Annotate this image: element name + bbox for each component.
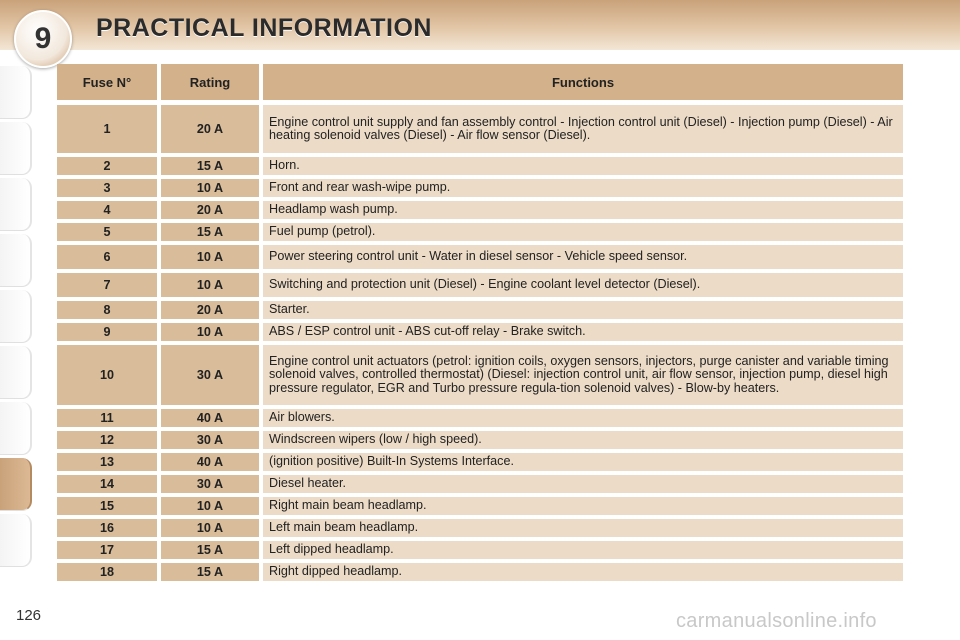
fuse-rating: 40 A [161,409,259,427]
table-row [57,431,903,449]
fuse-rating: 10 A [161,323,259,341]
table-row [57,223,903,241]
column-header-rating: Rating [161,64,259,100]
fuse-number: 18 [57,563,157,581]
table-row [57,345,903,405]
table-row [57,201,903,219]
fuse-function: Starter. [263,301,903,319]
fuse-rating: 10 A [161,245,259,269]
fuse-function: Horn. [263,157,903,175]
fuse-number: 10 [57,345,157,405]
fuse-rating: 10 A [161,519,259,537]
side-tab[interactable] [0,290,32,343]
fuse-function: Headlamp wash pump. [263,201,903,219]
table-row [57,409,903,427]
fuse-rating: 20 A [161,301,259,319]
fuse-number: 4 [57,201,157,219]
fuse-number: 11 [57,409,157,427]
table-row [57,105,903,153]
fuse-number: 6 [57,245,157,269]
fuse-rating: 30 A [161,475,259,493]
table-row [57,497,903,515]
fuse-rating: 10 A [161,273,259,297]
fuse-function: Right main beam headlamp. [263,497,903,515]
fuse-number: 9 [57,323,157,341]
fuse-rating: 20 A [161,201,259,219]
fuse-function: Switching and protection unit (Diesel) - Engine coolant level detector (Diesel). [263,273,903,297]
side-tab[interactable] [0,178,32,231]
fuse-number: 14 [57,475,157,493]
table-row [57,519,903,537]
fuse-function: Air blowers. [263,409,903,427]
page-title: PRACTICAL INFORMATION [96,14,432,42]
fuse-number: 1 [57,105,157,153]
fuse-function: Engine control unit actuators (petrol: ignition coils, oxygen sensors, injectors, purge canister and variable timing solenoid valves, controlled thermostat) (Diesel: injection control unit, air flow sensor, injection pump, diesel high pressure regulator, EGR and Turbo pressure regula-tion solenoid valves) - Blow-by heaters. [263,345,903,405]
fuse-number: 16 [57,519,157,537]
fuse-rating: 40 A [161,453,259,471]
side-tab-active[interactable] [0,458,32,511]
fuse-rating: 20 A [161,105,259,153]
fuse-number: 15 [57,497,157,515]
fuse-function: Front and rear wash-wipe pump. [263,179,903,197]
table-row [57,179,903,197]
fuse-rating: 15 A [161,541,259,559]
fuse-function: Engine control unit supply and fan assembly control - Injection control unit (Diesel) - Injection pump (Diesel) - Air heating solenoid valves (Diesel) - Air flow sensor (Diesel). [263,105,903,153]
side-tab[interactable] [0,234,32,287]
fuse-rating: 10 A [161,179,259,197]
fuse-number: 7 [57,273,157,297]
page-number: 126 [16,607,42,624]
fuse-number: 13 [57,453,157,471]
fuse-function: Power steering control unit - Water in diesel sensor - Vehicle speed sensor. [263,245,903,269]
fuse-rating: 30 A [161,345,259,405]
side-tab[interactable] [0,122,32,175]
fuse-number: 5 [57,223,157,241]
side-tab[interactable] [0,514,32,567]
table-row [57,245,903,269]
fuse-rating: 15 A [161,223,259,241]
column-header-fuse: Fuse N° [57,64,157,100]
fuse-function: Left dipped headlamp. [263,541,903,559]
chapter-number-badge: 9 [14,10,72,68]
column-header-functions: Functions [263,64,903,100]
fuse-number: 17 [57,541,157,559]
side-tab[interactable] [0,402,32,455]
fuse-number: 2 [57,157,157,175]
table-header-row [57,64,903,100]
fuse-number: 8 [57,301,157,319]
table-row [57,563,903,581]
fuse-function: Right dipped headlamp. [263,563,903,581]
table-row [57,541,903,559]
table-row [57,475,903,493]
watermark: carmanualsonline.info [676,610,877,632]
fuse-function: Diesel heater. [263,475,903,493]
table-row [57,157,903,175]
fuse-table [57,64,903,585]
fuse-number: 12 [57,431,157,449]
fuse-function: (ignition positive) Built-In Systems Interface. [263,453,903,471]
fuse-rating: 15 A [161,563,259,581]
fuse-function: ABS / ESP control unit - ABS cut-off relay - Brake switch. [263,323,903,341]
table-row [57,301,903,319]
fuse-rating: 30 A [161,431,259,449]
fuse-function: Left main beam headlamp. [263,519,903,537]
table-row [57,453,903,471]
table-row [57,273,903,297]
side-tab[interactable] [0,66,32,119]
fuse-rating: 15 A [161,157,259,175]
fuse-function: Windscreen wipers (low / high speed). [263,431,903,449]
fuse-rating: 10 A [161,497,259,515]
fuse-function: Fuel pump (petrol). [263,223,903,241]
table-row [57,323,903,341]
side-tab[interactable] [0,346,32,399]
fuse-number: 3 [57,179,157,197]
